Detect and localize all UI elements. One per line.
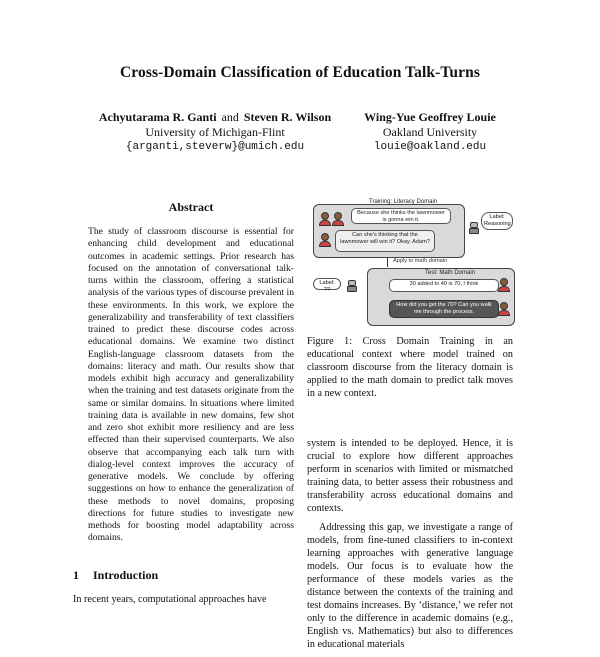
- authors-left: [70, 110, 360, 155]
- section-title: Introduction: [93, 568, 159, 582]
- bottom-panel-label: Test: Math Domain: [425, 270, 476, 276]
- robot-icon: [469, 222, 479, 234]
- bottom-dark-bubble: How did you get the 70? Can you walk me through the process.: [389, 300, 499, 318]
- top-panel-label: Training: Literacy Domain: [369, 199, 438, 205]
- top-gray-bubble: Can she's thinking that the lawnmower will win it? Okay. Adam?: [335, 230, 435, 252]
- author-name-3: Wing-Yue Geoffrey Louie: [364, 110, 496, 124]
- middle-label: Apply to math domain: [393, 258, 448, 264]
- email-right: louie@oakland.edu: [373, 141, 487, 153]
- top-speech-bubble: Because she thinks the lawnmower is gonna win it.: [351, 208, 451, 224]
- figure-caption: Figure 1: Cross Domain Training in an educational context where model trained on classroom discourse from the literacy domain is applied to the math domain to predict talk moves in a new context.: [307, 336, 513, 399]
- bottom-label-tag: Label: ??: [313, 278, 341, 290]
- introduction-text: In recent years, computational approaches have: [73, 594, 267, 605]
- abstract-section: [88, 200, 294, 545]
- section-heading-introduction: [73, 568, 158, 583]
- bottom-speech-bubble: 30 added to 40 is 70, I think: [389, 279, 499, 292]
- author-name-2: Steven R. Wilson: [243, 110, 332, 124]
- abstract-text: The study of classroom discourse is essential for enhancing child development and educational outcomes in academic settings. Prior research has focused on the annotation of conversational talk-turns within the classroom, offering a statistical analysis of the various types of discourse prevalent in these environments. In this work, we explore the generalizability and transferability of text classifiers trained to predict these discourse codes across educational domains. We examine two distinct English-language classroom datasets from the domains: literacy and math. Our results show that models exhibit high accuracy and generalizability when the training and test datasets originate from the same or similar domains. In situations where limited training data is available in new domains, few shot and zero shot exhibit more resiliency and are less effected than their supervised counterparts. We also observe that accompanying each talk turn with dialog-level context improves the accuracy of generative models. We conclude by offering suggestions on how to enhance the generalization of these methods to novel domains, proposing directions for future studies to investigate new methods for boosting model adaptability across domains.: [88, 226, 294, 544]
- author-name-1: Achyutarama R. Ganti: [98, 110, 217, 124]
- student-avatar-3: [498, 278, 510, 292]
- right-paragraph-2: Addressing this gap, we investigate a range of models, from fine-tuned classifiers to in-context learning approaches with generative language models. Our focus is to evaluate how the performance of these models varies as the distance between the contexts of the training and test domains increases. By ‘distance,’ we refer not only to the difference in academic domains (e.g., English vs. Mathematics) but also to differences in educational materials: [307, 522, 513, 650]
- affiliation-left: University of Michigan-Flint: [145, 125, 285, 139]
- figure-1: [307, 200, 513, 328]
- connector-line: [387, 257, 388, 267]
- right-body: [307, 437, 513, 657]
- email-left: {arganti,steverw}@umich.edu: [125, 141, 305, 153]
- top-label-tag: Label: Reasoning: [481, 212, 513, 230]
- robot-icon-2: [347, 280, 357, 292]
- affiliation-right: Oakland University: [382, 125, 478, 139]
- teacher-avatar-2: [498, 302, 510, 316]
- section-number: 1: [73, 568, 79, 582]
- teacher-avatar: [319, 233, 331, 247]
- author-and: and: [221, 110, 239, 124]
- right-paragraph-1: system is intended to be deployed. Hence, it is crucial to explore how different approaches perform in scenarios with limited or mismatched training data, to better assess their robustness and transferability across educational domains and contexts.: [307, 438, 513, 514]
- student-avatar: [319, 212, 331, 226]
- paper-title: Cross-Domain Classification of Education Talk-Turns: [120, 64, 480, 81]
- authors-right: [330, 110, 530, 155]
- abstract-heading: Abstract: [168, 200, 214, 214]
- student-avatar-2: [332, 212, 344, 226]
